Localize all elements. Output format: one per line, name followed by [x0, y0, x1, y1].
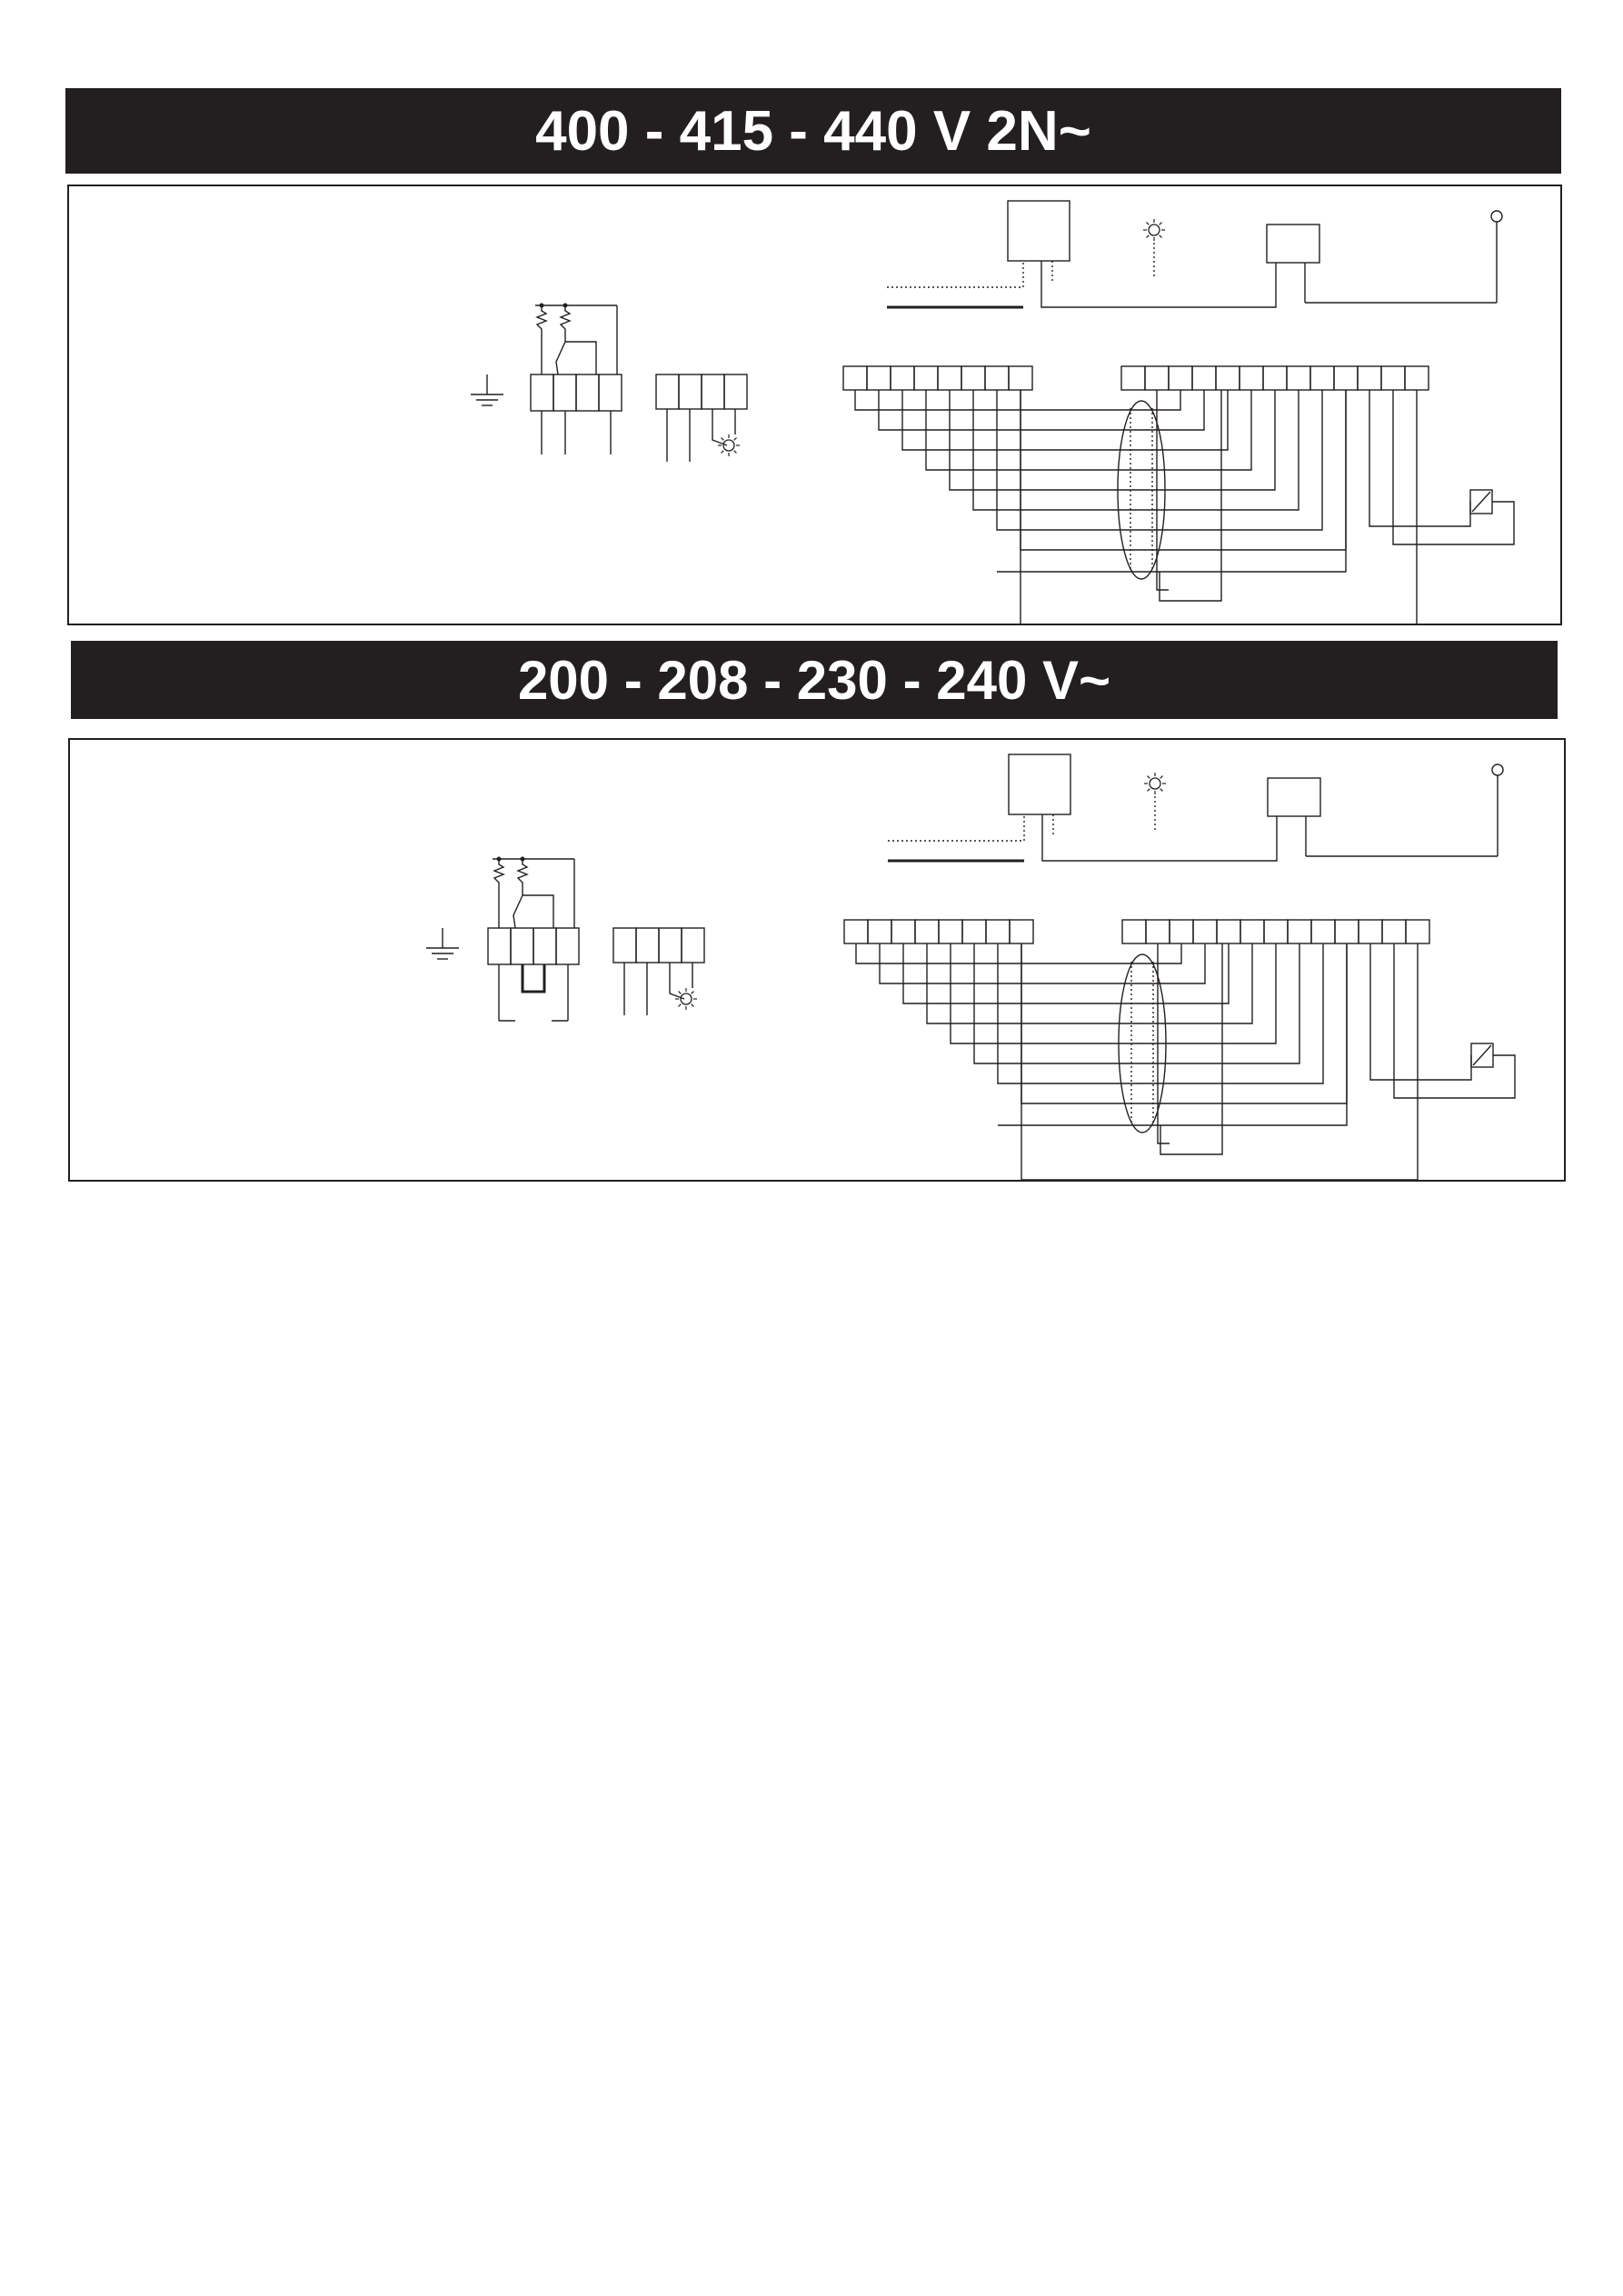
thermistor-slash: [1472, 492, 1490, 512]
wire: [1160, 390, 1221, 601]
strip-3-terminal: [1263, 366, 1287, 390]
interconnect-wire: [903, 943, 1229, 1003]
indicator-lamp-icon: [675, 988, 697, 1010]
strip-3-terminal: [1382, 920, 1406, 943]
strip-3-terminal: [1146, 920, 1170, 943]
strip-1-terminal: [939, 920, 962, 943]
interconnect-wire: [855, 390, 1133, 426]
aux-terminal-box: [636, 928, 659, 963]
interconnect-wire: [997, 390, 1322, 530]
sensor-terminal: [1492, 764, 1503, 775]
lamp-ray: [1160, 776, 1163, 779]
wiring-panel-16: [68, 738, 1566, 1182]
wire: [1042, 814, 1277, 861]
strip-1-terminal: [962, 920, 986, 943]
wire: [712, 409, 727, 445]
strip-3-terminal: [1193, 920, 1217, 943]
lamp-ray: [1160, 223, 1162, 225]
lamp-bulb: [681, 993, 692, 1004]
lamp-ray: [722, 438, 724, 441]
strip-3-terminal: [1358, 366, 1381, 390]
strip-1-terminal: [867, 366, 891, 390]
bridge-link: [523, 964, 544, 992]
interconnect-wire: [902, 390, 1228, 450]
aux-terminal-box: [679, 374, 702, 409]
lamp-ray: [1148, 789, 1150, 792]
sensor-wire: [1394, 943, 1515, 1098]
main-terminal-box: [531, 374, 553, 411]
main-terminal-box: [533, 928, 556, 964]
strip-3-terminal: [1288, 920, 1311, 943]
aux-terminal-box: [659, 928, 682, 963]
heater-element: [518, 859, 527, 895]
lamp-bulb: [723, 440, 734, 451]
strip-1-terminal: [938, 366, 961, 390]
strip-3-terminal: [1122, 920, 1146, 943]
lamp-ray: [692, 992, 694, 994]
unit-1-box: [1009, 754, 1070, 814]
strip-1-terminal: [891, 366, 914, 390]
lamp-ray: [1160, 789, 1163, 792]
lamp-ray: [734, 451, 737, 454]
lamp-ray: [1147, 235, 1150, 238]
interconnect-wire: [855, 390, 1180, 410]
interconnect-wire: [998, 943, 1323, 1083]
strip-1-terminal: [868, 920, 891, 943]
strip-1-terminal: [915, 920, 939, 943]
strip-1-terminal: [891, 920, 915, 943]
unit-1-box: [1008, 201, 1070, 261]
wire: [1160, 943, 1222, 1154]
wiring-panel-15: [67, 185, 1562, 625]
wire: [1021, 943, 1418, 1180]
indicator-lamp-icon: [718, 434, 740, 456]
lamp-ray: [679, 992, 682, 994]
strip-3-terminal: [1145, 366, 1169, 390]
heater-element: [561, 305, 570, 342]
wire: [1041, 261, 1276, 307]
strip-3-terminal: [1406, 920, 1429, 943]
strip-3-terminal: [1170, 920, 1193, 943]
lamp-bulb: [1149, 225, 1160, 235]
strip-1-terminal: [961, 366, 985, 390]
strip-3-terminal: [1287, 366, 1310, 390]
sensor-wire: [1369, 390, 1470, 526]
lamp-ray: [1147, 223, 1150, 225]
strip-3-terminal: [1381, 366, 1405, 390]
sensor-terminal: [1491, 211, 1502, 222]
main-terminal-box: [488, 928, 511, 964]
interconnect-wire: [951, 943, 1276, 1043]
wire: [670, 963, 684, 999]
strip-3-terminal: [1334, 366, 1358, 390]
unit-3-box: [1267, 225, 1319, 263]
wire: [997, 390, 1346, 572]
lamp-ray: [1160, 235, 1162, 238]
aux-terminal-box: [656, 374, 679, 409]
lamp-ray: [722, 451, 724, 454]
wire: [513, 895, 523, 928]
main-terminal-box: [576, 374, 599, 411]
heater-element: [494, 859, 503, 895]
strip-3-terminal: [1217, 920, 1240, 943]
voltage-banner-400: 400 - 415 - 440 V 2N~: [65, 88, 1561, 174]
main-terminal-box: [511, 928, 533, 964]
lamp-icon: [1144, 773, 1166, 794]
wire: [523, 895, 553, 928]
lamp-ray: [734, 438, 737, 441]
strip-3-terminal: [1335, 920, 1359, 943]
aux-terminal-box: [724, 374, 747, 409]
strip-3-terminal: [1311, 920, 1335, 943]
strip-1-terminal: [985, 366, 1009, 390]
strip-1-terminal: [1010, 920, 1033, 943]
strip-3-terminal: [1240, 366, 1263, 390]
voltage-banner-200: 200 - 208 - 230 - 240 V~: [71, 641, 1558, 719]
wiring-diagram-15: [69, 186, 1560, 624]
thermistor-slash: [1473, 1045, 1491, 1065]
lamp-ray: [679, 1004, 682, 1007]
main-terminal-box: [553, 374, 576, 411]
interconnect-wire: [950, 390, 1275, 490]
lamp-ray: [692, 1004, 694, 1007]
strip-3-terminal: [1169, 366, 1192, 390]
strip-1-terminal: [914, 366, 938, 390]
strip-1-terminal: [843, 366, 867, 390]
aux-terminal-box: [702, 374, 724, 409]
strip-3-terminal: [1121, 366, 1145, 390]
main-terminal-box: [556, 928, 579, 964]
wiring-diagram-16: [70, 740, 1564, 1180]
strip-1-terminal: [844, 920, 868, 943]
aux-terminal-box: [682, 928, 704, 963]
wire: [1021, 390, 1417, 624]
aux-terminal-box: [613, 928, 636, 963]
strip-1-terminal: [986, 920, 1010, 943]
main-terminal-box: [599, 374, 622, 411]
sensor-wire: [1370, 943, 1471, 1080]
wire: [556, 342, 565, 374]
strip-3-terminal: [1310, 366, 1334, 390]
strip-3-terminal: [1359, 920, 1382, 943]
strip-3-terminal: [1216, 366, 1240, 390]
lamp-ray: [1148, 776, 1150, 779]
interconnect-wire: [856, 943, 1134, 980]
interconnect-wire: [856, 943, 1181, 963]
strip-3-terminal: [1240, 920, 1264, 943]
heater-element: [537, 305, 546, 342]
strip-3-terminal: [1264, 920, 1288, 943]
strip-3-terminal: [1192, 366, 1216, 390]
sensor-wire: [1393, 390, 1514, 544]
strip-1-terminal: [1009, 366, 1032, 390]
strip-3-terminal: [1405, 366, 1429, 390]
wire: [565, 342, 596, 374]
wire: [998, 943, 1347, 1125]
unit-3-box: [1268, 778, 1320, 816]
lamp-icon: [1143, 219, 1165, 241]
lamp-bulb: [1150, 778, 1160, 789]
